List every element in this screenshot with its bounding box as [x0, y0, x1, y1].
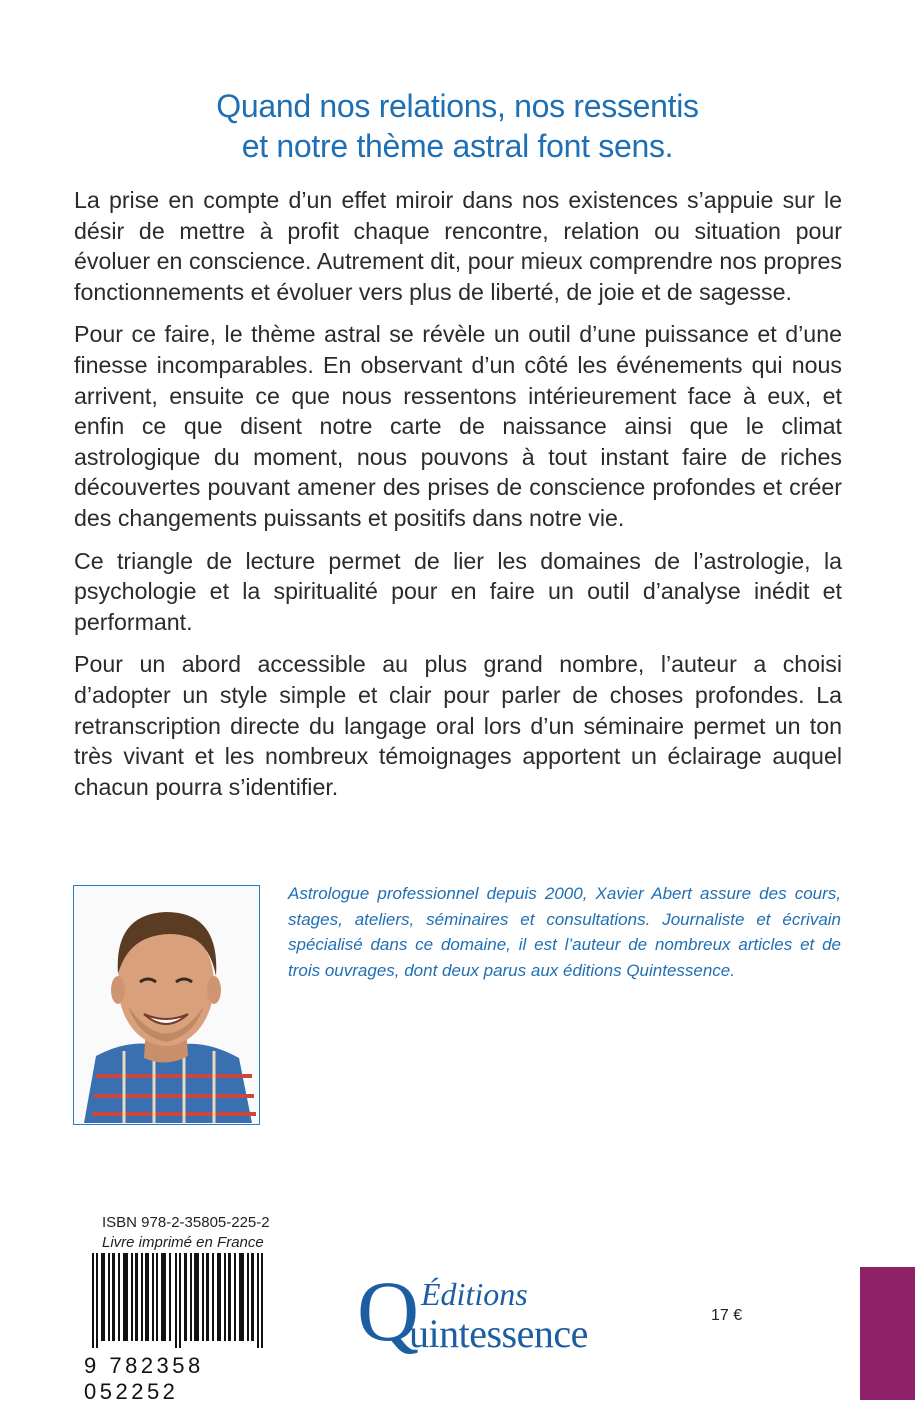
- printed-in: Livre imprimé en France: [102, 1234, 264, 1251]
- publisher-logo-name: uintessence: [409, 1311, 588, 1356]
- publisher-logo-editions: Éditions: [421, 1276, 528, 1312]
- tagline: [60, 86, 855, 166]
- tagline-line-1: Quand nos relations, nos ressentis: [216, 88, 699, 124]
- paragraph-4: Pour un abord accessible au plus grand nombre, l’auteur a choisi d’adopter un style simple et clair pour parler de choses profondes. La retranscription directe du langage oral lors d’un séminaire permet un ton très vivant et les nombreux témoignages apportent un éclairage auquel chacun pourra s’identifier.: [74, 651, 842, 800]
- tagline-line-2: et notre thème astral font sens.: [241, 128, 674, 164]
- isbn: ISBN 978-2-35805-225-2: [102, 1214, 270, 1231]
- author-bio: Astrologue professionnel depuis 2000, Xavier Abert assure des cours, stages, ateliers, séminaires et consultations. Journaliste et écrivain spécialisé dans ce domaine, il est l’auteur de nombreux articles et de trois ouvrages, dont deux parus aux éditions Quintessence.: [288, 884, 841, 980]
- paragraph-1: La prise en compte d’un effet miroir dans nos existences s’appuie sur le désir de mettre à profit chaque rencontre, relation ou situation pour évoluer en conscience. Autrement dit, pour mieux comprendre nos propres fonctionnements et évoluer vers plus de liberté, de joie et de sagesse.: [74, 187, 842, 305]
- barcode-digits: 9 782358 052252: [84, 1353, 204, 1404]
- back-cover-text: [74, 185, 842, 814]
- publisher-logo: [357, 1263, 627, 1359]
- publisher-logo-initial: Q: [357, 1263, 420, 1359]
- author-photo: [73, 885, 260, 1125]
- purple-corner-band: [860, 1267, 915, 1400]
- price: 17 €: [711, 1307, 743, 1324]
- paragraph-3: Ce triangle de lecture permet de lier les domaines de l’astrologie, la psychologie et la spiritualité pour en faire un outil d’analyse inédit et performant.: [74, 547, 842, 635]
- paragraph-2: Pour ce faire, le thème astral se révèle un outil d’une puissance et d’une finesse incomparables. En observant d’un côté les événements qui nous arrivent, ensuite ce que nous ressentons intérieurement face à eux, et enfin ce que disent notre carte de naissance ainsi que le climat astrologique du moment, nous pouvons à tout instant faire de riches découvertes pouvant amener des prises de conscience profondes et créer des changements puissants et positifs dans notre vie.: [74, 321, 842, 531]
- barcode: [84, 1253, 276, 1348]
